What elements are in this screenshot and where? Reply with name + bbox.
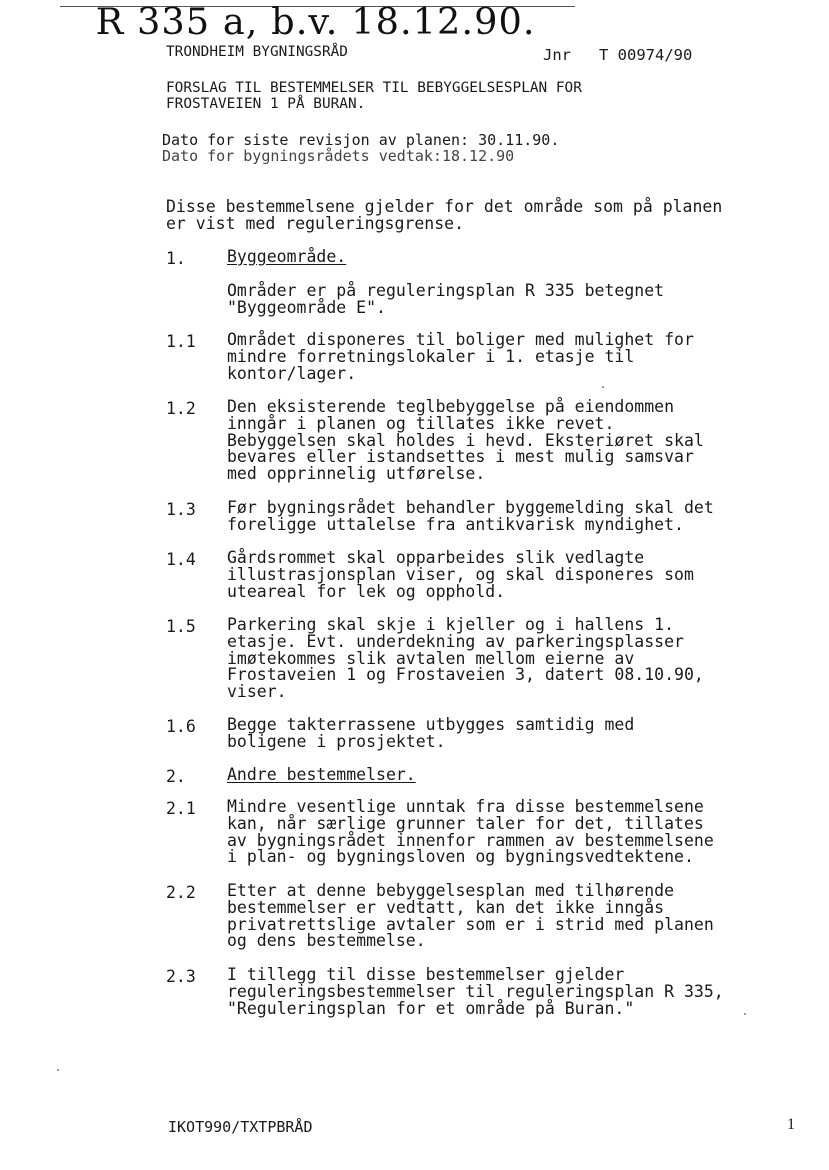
scan-speck (602, 386, 604, 388)
section-number: 2.1 (166, 799, 196, 818)
section-text: Områder er på reguleringsplan R 335 betegnet "Byggeområde E". (227, 281, 665, 317)
section-number: 1.6 (166, 717, 196, 736)
intro-line-2: er vist med reguleringsgrense. (166, 214, 465, 233)
section-text: Området disponeres til boliger med mulighet for mindre forretningslokaler i 1. etasje til kontor/lager. (227, 330, 694, 383)
section-text: Den eksisterende teglbebyggelse på eiendommen inngår i planen og tillates ikke revet. Bebyggelsen skal holdes i hevd. Eksteriøret skal bevares eller istandsettes i mest mulig samsvar med opprinnelig utførelse. (227, 397, 704, 484)
section-number: 2. (166, 767, 186, 786)
section-text: Etter at denne bebyggelsesplan med tilhørende bestemmelser er vedtatt, kan det ikke inngås privatrettslige avtaler som er i strid med planen og dens bestemmelse. (227, 881, 714, 951)
section-number: 1.3 (166, 500, 196, 519)
scan-speck (57, 1069, 59, 1071)
handwritten-reference-note: R 335 a, b.v. 18.12.90. (95, 2, 536, 43)
section-heading: Andre bestemmelser. (227, 765, 416, 784)
document-title-line-1: FORSLAG TIL BESTEMMELSER TIL BEBYGGELSESPLAN FOR (166, 80, 582, 96)
section-heading: Byggeområde. (227, 247, 347, 266)
section-number: 1. (166, 249, 186, 268)
journal-number: Jnr T 00974/90 (543, 46, 693, 64)
section-number: 2.3 (166, 967, 196, 986)
section-text: Begge takterrassene utbygges samtidig med boligene i prosjektet. (227, 715, 635, 751)
scan-speck (744, 1013, 746, 1015)
document-title-line-2: FROSTAVEIEN 1 PÅ BURAN. (166, 96, 366, 112)
decision-date: Dato for bygningsrådets vedtak:18.12.90 (162, 147, 515, 165)
section-number: 1.1 (166, 332, 196, 351)
section-number: 1.5 (166, 617, 196, 636)
section-number: 2.2 (166, 883, 196, 902)
section-number: 1.4 (166, 550, 196, 569)
revision-date: Dato for siste revisjon av planen: 30.11.90. (162, 131, 560, 149)
page-number: 1 (787, 1116, 795, 1133)
organization-name: TRONDHEIM BYGNINGSRÅD (166, 44, 348, 60)
section-text: Før bygningsrådet behandler byggemelding skal det foreligge uttalelse fra antikvarisk myndighet. (227, 498, 714, 534)
section-text: Mindre vesentlige unntak fra disse bestemmelsene kan, når særlige grunner taler for det, tillates av bygningsrådet innenfor rammen av bestemmelsene i plan- og bygningsloven og bygningsvedtektene. (227, 797, 714, 867)
section-text: Gårdsrommet skal opparbeides slik vedlagte illustrasjonsplan viser, og skal disponeres som uteareal for lek og opphold. (227, 548, 694, 601)
intro-line-1: Disse bestemmelsene gjelder for det område som på planen (166, 197, 723, 216)
section-text: I tillegg til disse bestemmelser gjelder reguleringsbestemmelser til reguleringsplan R 335, "Reguleringsplan for et område på Buran." (227, 965, 724, 1018)
section-number: 1.2 (166, 399, 196, 418)
section-text: Parkering skal skje i kjeller og i hallens 1. etasje. Evt. underdekning av parkeringsplasser imøtekommes slik avtalen mellom eierne av Frostaveien 1 og Frostaveien 3, datert 08.10.90, viser. (227, 615, 704, 702)
document-code: IKOT990/TXTPBRÅD (168, 1118, 313, 1136)
